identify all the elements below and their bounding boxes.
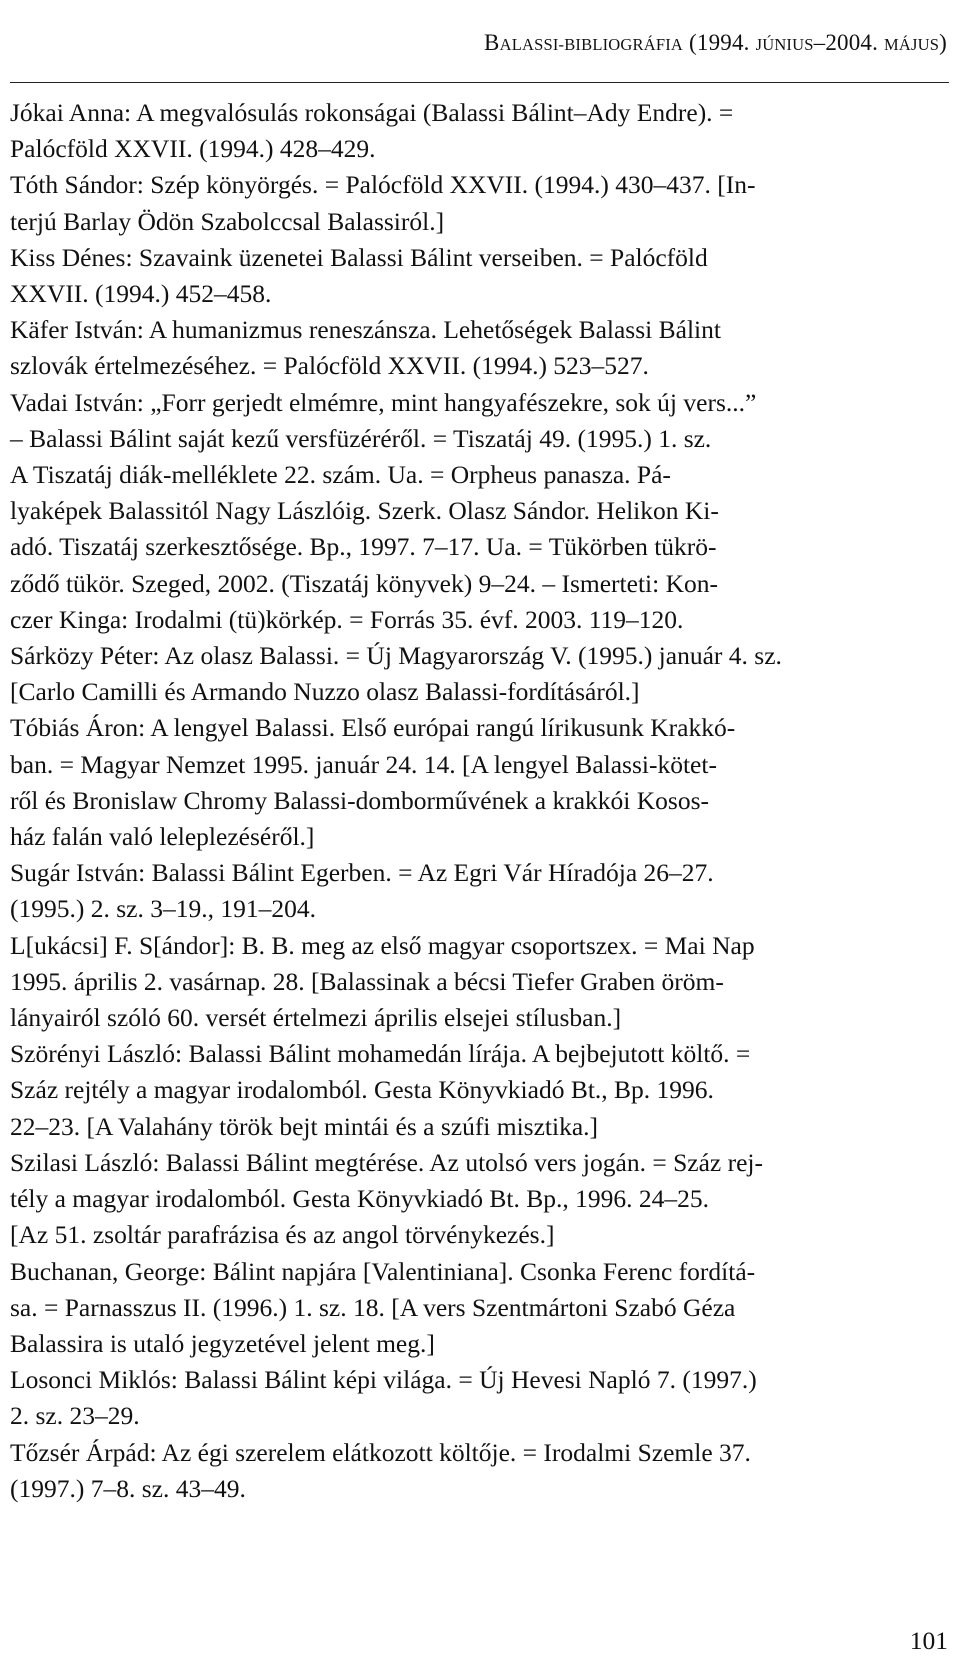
entry-line: lányairól szóló 60. versét értelmezi április elsejei stílusban.] bbox=[10, 1003, 622, 1033]
running-header bbox=[484, 30, 947, 56]
header-initial: B bbox=[484, 30, 500, 55]
entry-line: (1997.) 7–8. sz. 43–49. bbox=[10, 1473, 246, 1503]
entry-line: ház falán való leleplezéséről.] bbox=[10, 822, 315, 852]
entry-line: Jókai Anna: A megvalósulás rokonságai (Balassi Bálint–Ady Endre). = bbox=[10, 98, 734, 127]
header-smallcaps-2: JÚNIUS bbox=[755, 35, 814, 54]
header-year-start: (1994. bbox=[683, 30, 756, 55]
entry-line: Kiss Dénes: Szavaink üzenetei Balassi Bálint verseiben. = Palócföld bbox=[10, 242, 708, 272]
entry-line: L[ukácsi] F. S[ándor]: B. B. meg az első magyar csoportszex. = Mai Nap bbox=[10, 930, 755, 960]
header-smallcaps-3: MÁJUS bbox=[884, 35, 940, 54]
entry-line: Száz rejtély a magyar irodalomból. Gesta Könyvkiadó Bt., Bp. 1996. bbox=[10, 1075, 714, 1105]
entry-line: Szilasi László: Balassi Bálint megtérése. Az utolsó vers jogán. = Száz rej- bbox=[10, 1147, 763, 1177]
entry-line: Sárközy Péter: Az olasz Balassi. = Új Magyarország V. (1995.) január 4. sz. bbox=[10, 641, 782, 671]
entry-line: 2. sz. 23–29. bbox=[10, 1401, 140, 1431]
header-year-end: –2004. bbox=[813, 30, 885, 55]
bibliography-entry bbox=[10, 928, 950, 1037]
entry-line: szlovák értelmezéséhez. = Palócföld XXVII. (1994.) 523–527. bbox=[10, 351, 649, 381]
bibliography-entry bbox=[10, 855, 950, 927]
entry-line: ről és Bronislaw Chromy Balassi-domborművének a krakkói Kosos- bbox=[10, 785, 710, 815]
entry-line: Sugár István: Balassi Bálint Egerben. = Az Egri Vár Híradója 26–27. bbox=[10, 858, 714, 888]
entry-line: Tőzsér Árpád: Az égi szerelem elátkozott költője. = Irodalmi Szemle 37. bbox=[10, 1437, 751, 1467]
bibliography-entry bbox=[10, 240, 950, 312]
header-smallcaps-1: ALASSI-BIBLIOGRÁFIA bbox=[499, 35, 684, 54]
entry-line: 1995. április 2. vasárnap. 28. [Balassinak a bécsi Tiefer Graben öröm- bbox=[10, 966, 724, 996]
entry-line: sa. = Parnasszus II. (1996.) 1. sz. 18. [A vers Szentmártoni Szabó Géza bbox=[10, 1292, 736, 1322]
entry-line: XXVII. (1994.) 452–458. bbox=[10, 279, 272, 309]
entry-line: Tóbiás Áron: A lengyel Balassi. Első európai rangú lírikusunk Krakkó- bbox=[10, 713, 736, 743]
bibliography-entries bbox=[10, 95, 950, 1507]
entry-line: Tóth Sándor: Szép könyörgés. = Palócföld XXVII. (1994.) 430–437. [In- bbox=[10, 170, 756, 200]
entry-line: Szörényi László: Balassi Bálint mohamedán lírája. A bejbejutott költő. = bbox=[10, 1039, 751, 1069]
entry-line: [Carlo Camilli és Armando Nuzzo olasz Balassi-fordításáról.] bbox=[10, 677, 640, 707]
entry-line: ződő tükör. Szeged, 2002. (Tiszatáj könyvek) 9–24. – Ismerteti: Kon- bbox=[10, 568, 718, 598]
bibliography-entry bbox=[10, 1254, 950, 1363]
entry-line: A Tiszatáj diák-melléklete 22. szám. Ua. = Orpheus panasza. Pá- bbox=[10, 460, 671, 490]
header-close: ) bbox=[939, 30, 947, 55]
entry-line: Buchanan, George: Bálint napjára [Valentiniana]. Csonka Ferenc fordítá- bbox=[10, 1256, 756, 1286]
entry-line: adó. Tiszatáj szerkesztősége. Bp., 1997. 7–17. Ua. = Tükörben tükrö- bbox=[10, 532, 717, 562]
entry-line: Palócföld XXVII. (1994.) 428–429. bbox=[10, 134, 376, 164]
bibliography-entry bbox=[10, 167, 950, 239]
entry-line: ban. = Magyar Nemzet 1995. január 24. 14. [A lengyel Balassi-kötet- bbox=[10, 749, 717, 779]
bibliography-entry bbox=[10, 710, 950, 855]
bibliography-entry bbox=[10, 1362, 950, 1434]
page-number: 101 bbox=[909, 1626, 948, 1655]
bibliography-entry bbox=[10, 95, 950, 167]
entry-line: – Balassi Bálint saját kezű versfüzéréről. = Tiszatáj 49. (1995.) 1. sz. bbox=[10, 423, 712, 453]
entry-line: terjú Barlay Ödön Szabolccsal Balassiról.] bbox=[10, 206, 445, 236]
entry-line: Losonci Miklós: Balassi Bálint képi világa. = Új Hevesi Napló 7. (1997.) bbox=[10, 1365, 757, 1395]
header-rule bbox=[10, 82, 949, 83]
entry-line: 22–23. [A Valahány török bejt mintái és a szúfi misztika.] bbox=[10, 1111, 599, 1141]
entry-line: (1995.) 2. sz. 3–19., 191–204. bbox=[10, 894, 316, 924]
entry-line: lyaképek Balassitól Nagy Lászlóig. Szerk. Olasz Sándor. Helikon Ki- bbox=[10, 496, 719, 526]
bibliography-entry bbox=[10, 638, 950, 710]
bibliography-entry bbox=[10, 1145, 950, 1254]
entry-line: czer Kinga: Irodalmi (tü)körkép. = Forrás 35. évf. 2003. 119–120. bbox=[10, 604, 684, 634]
entry-line: Vadai István: „Forr gerjedt elmémre, mint hangyafészekre, sok új vers...” bbox=[10, 387, 757, 417]
entry-line: Käfer István: A humanizmus reneszánsza. Lehetőségek Balassi Bálint bbox=[10, 315, 721, 345]
entry-line: tély a magyar irodalomból. Gesta Könyvkiadó Bt. Bp., 1996. 24–25. bbox=[10, 1184, 710, 1214]
entry-line: [Az 51. zsoltár parafrázisa és az angol törvénykezés.] bbox=[10, 1220, 555, 1250]
bibliography-entry bbox=[10, 385, 950, 638]
bibliography-entry bbox=[10, 1435, 950, 1507]
bibliography-entry bbox=[10, 1036, 950, 1145]
entry-line: Balassira is utaló jegyzetével jelent meg.] bbox=[10, 1328, 435, 1358]
bibliography-entry bbox=[10, 312, 950, 384]
